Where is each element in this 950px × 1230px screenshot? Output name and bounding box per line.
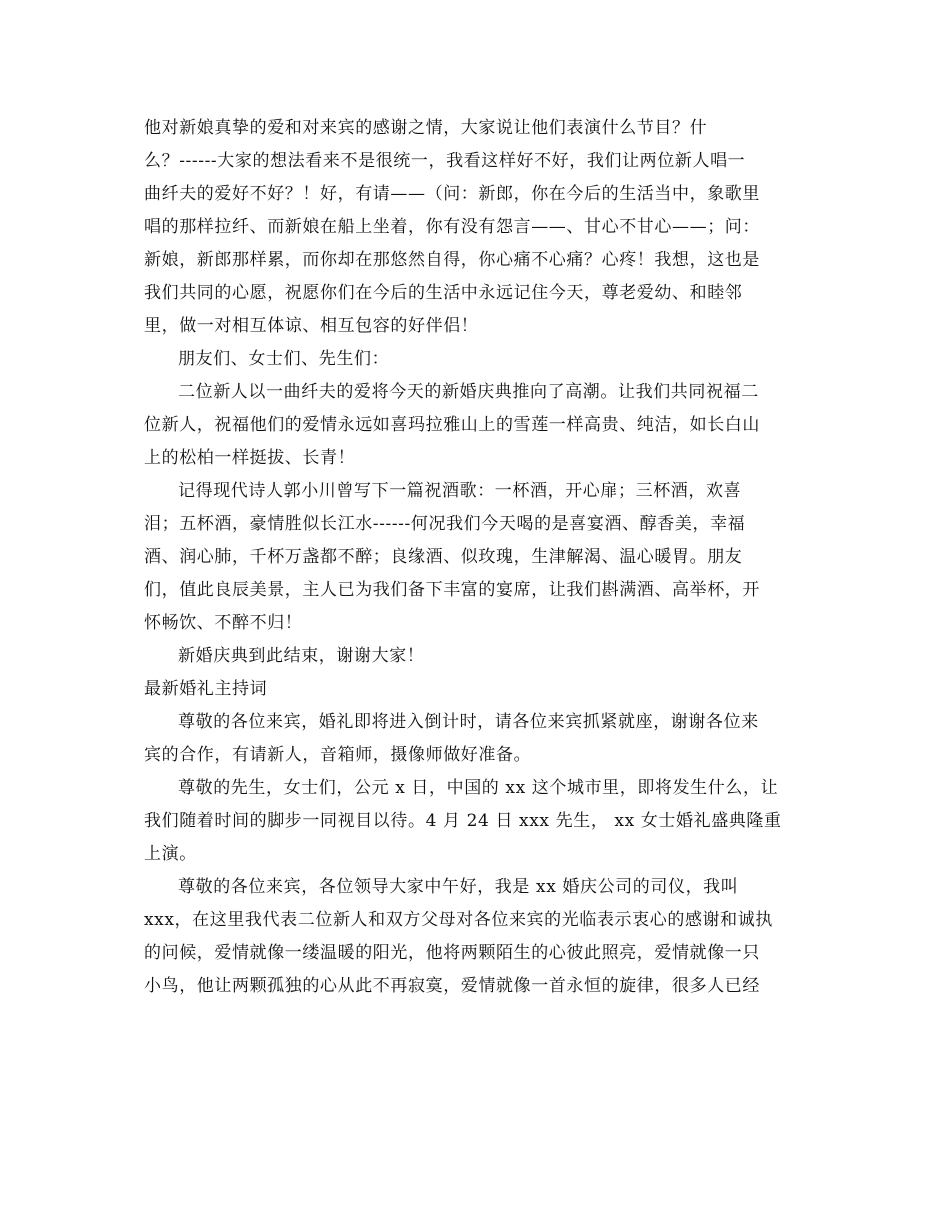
text-line: 我们共同的心愿，祝愿你们在今后的生活中永远记住今天，尊老爱幼、和睦邻 — [144, 283, 743, 303]
text-line: 二位新人以一曲纤夫的爱将今天的新婚庆典推向了高潮。让我们共同祝福二 — [178, 382, 759, 402]
text-line: 最新婚礼主持词 — [144, 679, 268, 699]
text-line: xxx，在这里我代表二位新人和双方父母对各位来宾的光临表示衷心的感谢和诚执 — [144, 910, 773, 930]
text-line: 上演。 — [144, 844, 197, 864]
text-line: 们，值此良辰美景，主人已为我们备下丰富的宴席，让我们斟满酒、高举杯，开 — [144, 580, 760, 600]
text-line: 曲纤夫的爱好不好？！好，有请——（问：新郎，你在今后的生活当中，象歌里 — [144, 184, 760, 204]
text-line: 小鸟，他让两颗孤独的心从此不再寂寞，爱情就像一首永恒的旋律，很多人已经 — [144, 976, 760, 996]
text-line: 泪；五杯酒，豪情胜似长江水------何况我们今天喝的是喜宴酒、醇香美，幸福 — [144, 514, 746, 534]
text-line: 位新人，祝福他们的爱情永远如喜玛拉雅山上的雪莲一样高贵、纯洁，如长白山 — [144, 415, 760, 435]
document-body — [144, 112, 804, 1003]
text-line: 新婚庆典到此结束，谢谢大家！ — [178, 646, 425, 666]
text-line: 我们随着时间的脚步一同视目以待。4 月 24 日 xxx 先生， xx 女士婚礼盛典隆重 — [144, 811, 782, 831]
text-line: 记得现代诗人郭小川曾写下一篇祝酒歌：一杯酒，开心扉；三杯酒，欢喜 — [178, 481, 742, 501]
text-line: 朋友们、女士们、先生们： — [178, 349, 390, 369]
text-line: 新娘，新郎那样累，而你却在那悠然自得，你心痛不心痛？心疼！我想，这也是 — [144, 250, 760, 270]
text-line: 宾的合作，有请新人，音箱师，摄像师做好准备。 — [144, 745, 532, 765]
text-line: 酒、润心肺，千杯万盏都不醉；良缘酒、似玫瑰，生津解渴、温心暖胃。朋友 — [144, 547, 743, 567]
text-line: 么？------大家的想法看来不是很统一，我看这样好不好，我们让两位新人唱一 — [144, 151, 746, 171]
text-line: 唱的那样拉纤、而新娘在船上坐着，你有没有怨言——、甘心不甘心——；问： — [144, 217, 760, 237]
text-line: 的问候，爱情就像一缕温暖的阳光，他将两颗陌生的心彼此照亮，爱情就像一只 — [144, 943, 760, 963]
text-line: 上的松柏一样挺拔、长青！ — [144, 448, 356, 468]
text-line: 怀畅饮、不醉不归！ — [144, 613, 303, 633]
text-line: 里，做一对相互体谅、相互包容的好伴侣！ — [144, 316, 479, 336]
text-line: 尊敬的各位来宾，婚礼即将进入倒计时，请各位来宾抓紧就座，谢谢各位来 — [178, 712, 759, 732]
text-line: 他对新娘真挚的爱和对来宾的感谢之情，大家说让他们表演什么节目？什 — [144, 118, 708, 138]
text-line: 尊敬的先生，女士们，公元 x 日，中国的 xx 这个城市里，即将发生什么，让 — [178, 778, 779, 798]
text-line: 尊敬的各位来宾，各位领导大家中午好，我是 xx 婚庆公司的司仪，我叫 — [178, 877, 739, 897]
